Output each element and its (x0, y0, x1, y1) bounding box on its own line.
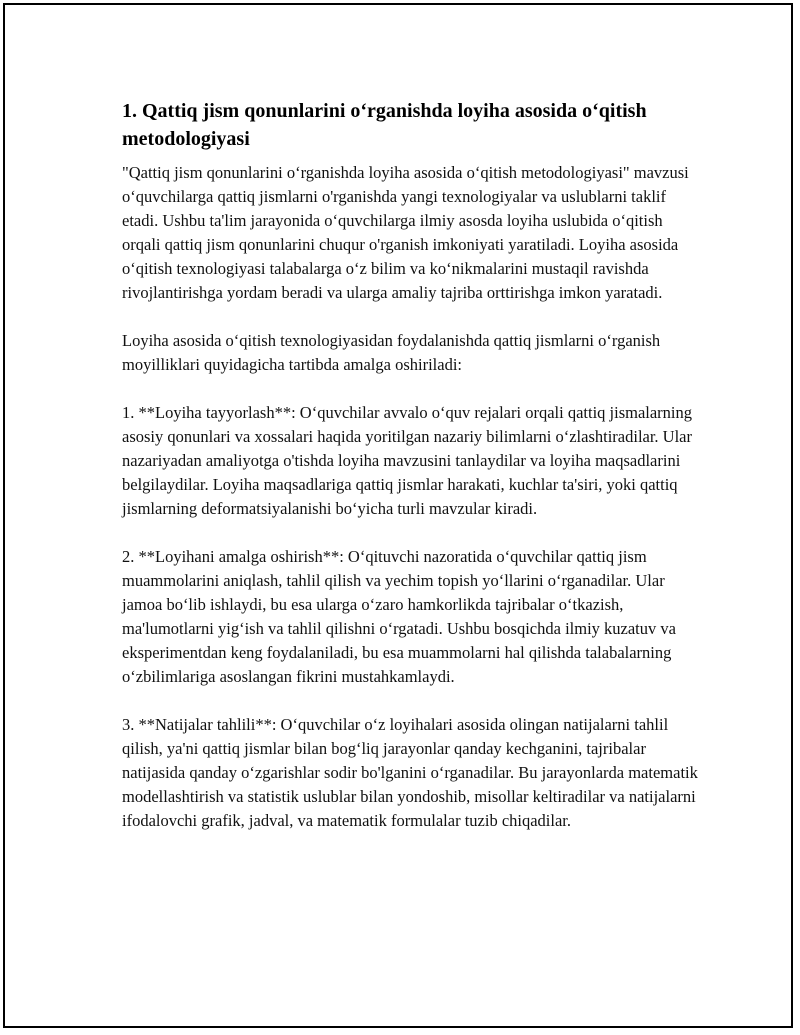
intro-paragraph: "Qattiq jism qonunlarini o‘rganishda loyiha asosida o‘qitish metodologiyasi" mavzusi o‘quvchilarga qattiq jismlarni o'rganishda yangi texnologiyalar va uslublarni taklif etadi. Ushbu ta'lim jarayonida o‘quvchilarga ilmiy asosda loyiha uslubida o‘qitish orqali qattiq jism qonunlarini chuqur o'rganish imkoniyati yaratiladi. Loyiha asosida o‘qitish texnologiyasi talabalarga o‘z bilim va ko‘nikmalarini mustaqil ravishda rivojlantirishga yordam beradi va ularga amaliy tajriba orttirishga imkon yaratadi. (122, 163, 689, 302)
step-2-paragraph: 2. **Loyihani amalga oshirish**: O‘qituvchi nazoratida o‘quvchilar qattiq jism muammolarini aniqlash, tahlil qilish va yechim topish yo‘llarini o‘rganadilar. Ular jamoa bo‘lib ishlaydi, bu esa ularga o‘zaro hamkorlikda tajribalar o‘tkazish, ma'lumotlarni yig‘ish va tahlil qilishni o‘rgatadi. Ushbu bosqichda ilmiy kuzatuv va eksperimentdan keng foydalaniladi, bu esa muammolarni hal qilishda talabalarning o‘zbilimlariga asoslangan fikrini mustahkamlaydi. (122, 547, 676, 686)
document-body (122, 97, 702, 833)
step-3-paragraph: 3. **Natijalar tahlili**: O‘quvchilar o‘z loyihalari asosida olingan natijalarni tahlil qilish, ya'ni qattiq jismlar bilan bog‘liq jarayonlar qanday kechganini, tajribalar natijasida qanday o‘zgarishlar sodir bo'lganini o‘rganadilar. Bu jarayonlarda matematik modellashtirish va statistik uslublar bilan yondoshib, misollar keltiradilar va natijalarni ifodalovchi grafik, jadval, va matematik formulalar tuzib chiqadilar. (122, 715, 698, 830)
page-border (3, 3, 793, 1028)
method-paragraph: Loyiha asosida o‘qitish texnologiyasidan foydalanishda qattiq jismlarni o‘rganish moyilliklari quyidagicha tartibda amalga oshiriladi: (122, 331, 661, 374)
step-1-paragraph: 1. **Loyiha tayyorlash**: O‘quvchilar avvalo o‘quv rejalari orqali qattiq jismalarning asosiy qonunlari va xossalari haqida yoritilgan nazariy bilimlarni o‘zlashtiradilar. Ular nazariyadan amaliyotga o'tishda loyiha mavzusini tanlaydilar va loyiha maqsadlarini belgilaydilar. Loyiha maqsadlariga qattiq jismlar harakati, kuchlar ta'siri, yoki qattiq jismlarning deformatsiyalanishi bo‘yicha turli mavzular kiradi. (122, 403, 693, 518)
section-title: 1. Qattiq jism qonunlarini o‘rganishda loyiha asosida o‘qitish metodologiyasi (122, 100, 647, 150)
